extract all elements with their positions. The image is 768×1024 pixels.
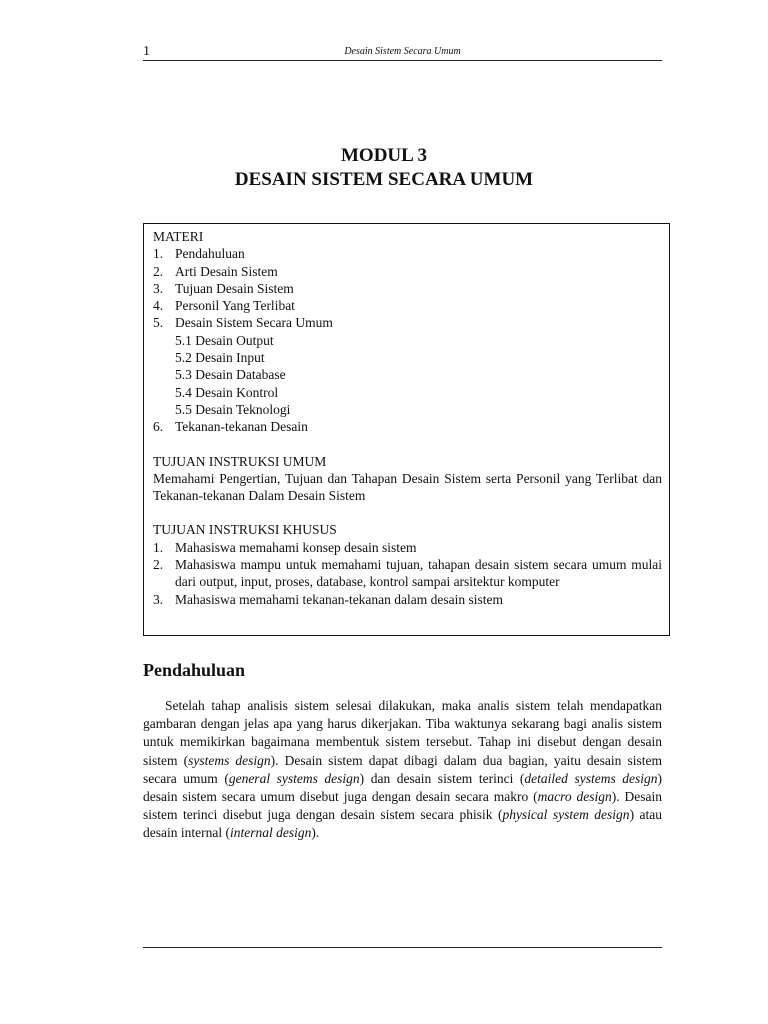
spacer xyxy=(153,504,662,521)
text-run-italic: detailed systems design xyxy=(524,770,658,786)
list-item xyxy=(153,297,662,314)
module-name: DESAIN SISTEM SECARA UMUM xyxy=(234,169,534,190)
list-number: 3. xyxy=(153,280,164,296)
list-label: Mahasiswa memahami tekanan-tekanan dalam desain sistem xyxy=(175,591,504,607)
text-run: ). xyxy=(311,825,320,841)
text-run-italic: general systems design xyxy=(228,770,360,786)
text-run-italic: physical system design xyxy=(502,807,630,823)
tiu-heading: TUJUAN INSTRUKSI UMUM xyxy=(153,453,327,469)
text-run: Setelah tahap analisis sistem selesai dilakukan, maka analis sistem telah mendapatkan gambaran dengan jelas apa yang harus dikerjakan. Tiba waktunya sekarang bagi analis sistem untuk memikirkan bagaimana membentuk sistem tersebut. Tahap ini disebut dengan desain sistem ( xyxy=(143,698,662,768)
list-label: Mahasiswa mampu untuk memahami tujuan, tahapan desain sistem secara umum mulai dari output, input, proses, database, kontrol sampai arsitektur komputer xyxy=(175,557,662,590)
tik-list xyxy=(153,539,662,608)
section-heading: Pendahuluan xyxy=(143,660,246,680)
intro-paragraph xyxy=(143,697,662,843)
list-item xyxy=(153,556,662,591)
spacer xyxy=(153,436,662,453)
list-number: 2. xyxy=(153,263,164,279)
list-item xyxy=(153,539,662,556)
list-number: 2. xyxy=(153,557,164,573)
list-item xyxy=(153,591,662,608)
text-run: ) desain sistem secara umum disebut juga dengan desain secara makro ( xyxy=(143,770,662,805)
list-item xyxy=(153,280,662,297)
sub-list-item: 5.3 Desain Database xyxy=(175,367,286,383)
text-run-italic: macro design xyxy=(537,789,612,805)
list-label: Arti Desain Sistem xyxy=(175,263,278,279)
list-item xyxy=(153,418,662,435)
text-run-italic: systems design xyxy=(188,752,271,768)
list-label: Tekanan-tekanan Desain xyxy=(175,419,308,435)
sub-list-item: 5.4 Desain Kontrol xyxy=(175,384,279,400)
module-number: MODUL 3 xyxy=(340,145,428,166)
list-number: 3. xyxy=(153,591,164,607)
list-number: 6. xyxy=(153,419,164,435)
text-run-italic: internal design xyxy=(229,825,312,841)
list-number: 1. xyxy=(153,246,164,262)
page-header xyxy=(143,44,662,61)
list-label: Desain Sistem Secara Umum xyxy=(175,315,333,331)
sub-list-item: 5.5 Desain Teknologi xyxy=(175,401,291,417)
text-run: ) atau desain internal ( xyxy=(143,807,662,841)
list-item xyxy=(153,245,662,262)
tiu-text: Memahami Pengertian, Tujuan dan Tahapan Desain Sistem serta Personil yang Terlibat dan Tekanan-tekanan Dalam Desain Sistem xyxy=(153,470,662,504)
list-item xyxy=(153,314,662,331)
list-label: Pendahuluan xyxy=(175,246,245,262)
list-number: 1. xyxy=(153,539,164,555)
list-item xyxy=(153,263,662,280)
materi-heading: MATERI xyxy=(153,229,204,244)
text-run: ) dan desain sistem terinci ( xyxy=(359,770,525,786)
list-number: 5. xyxy=(153,315,164,331)
list-label: Personil Yang Terlibat xyxy=(175,298,295,314)
sub-list-item: 5.1 Desain Output xyxy=(175,332,274,348)
sub-list-item: 5.2 Desain Input xyxy=(175,350,265,366)
materi-list xyxy=(153,245,662,435)
module-title xyxy=(0,144,768,192)
footer-rule xyxy=(143,947,662,948)
text-run: ). Desain sistem dapat dibagi dalam dua bagian, yaitu desain sistem secara umum ( xyxy=(143,752,662,786)
page-number: 1 xyxy=(143,44,150,59)
list-label: Tujuan Desain Sistem xyxy=(175,280,294,296)
objectives-box xyxy=(143,223,670,636)
tik-heading: TUJUAN INSTRUKSI KHUSUS xyxy=(153,522,337,538)
list-number: 4. xyxy=(153,298,164,314)
list-label: Mahasiswa memahami konsep desain sistem xyxy=(175,539,417,555)
text-run: ). Desain sistem terinci disebut juga dengan desain sistem secara phisik ( xyxy=(143,789,662,823)
running-title: Desain Sistem Secara Umum xyxy=(344,46,461,57)
